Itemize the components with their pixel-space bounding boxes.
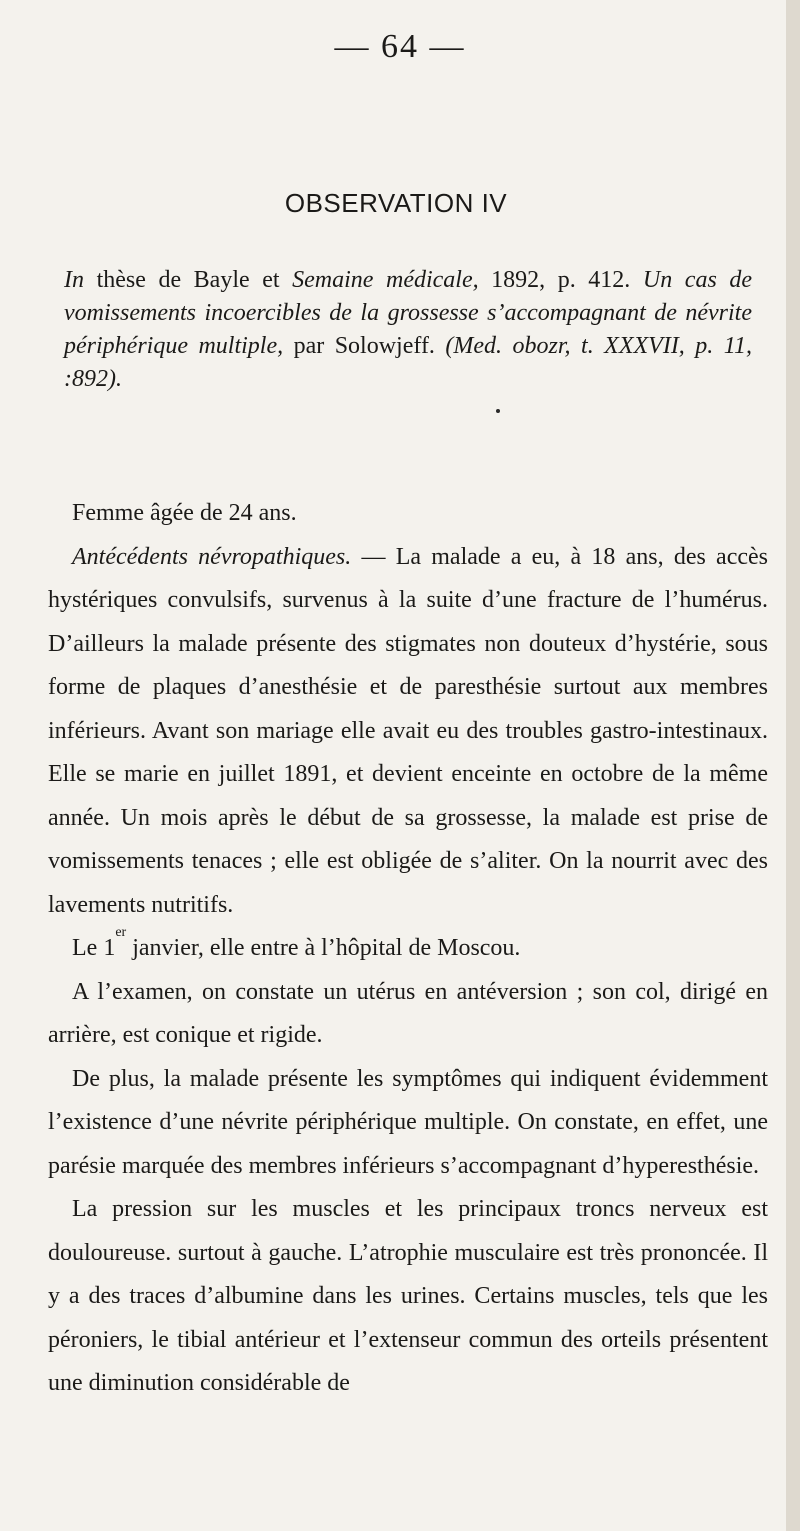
admission-before: Le 1 bbox=[72, 935, 116, 961]
admission-after: janvier, elle entre à l’hôpital de Moscou. bbox=[126, 935, 521, 961]
reference-in-prefix: In bbox=[64, 267, 84, 293]
reference-text-2: 1892, p. 412. bbox=[478, 267, 643, 293]
paragraph-patient: Femme âgée de 24 ans. bbox=[72, 500, 297, 526]
paragraph-symptoms: De plus, la malade présente les symptômes qui indiquent évidemment l’existence d’une névrite périphérique multiple. On constate, en effet, une parésie marquée des membres inférieurs s’accompagnant d’hyperesthésie. bbox=[48, 1065, 768, 1179]
antecedents-text: — La malade a eu, à 18 ans, des accès hystériques convulsifs, survenus à la suite d’une fracture de l’humérus. D’ailleurs la malade présente des stigmates non douteux d’hystérie, sous forme de plaques d’anesthésie et de paresthésie surtout aux membres inférieurs. Avant son mariage elle avait eu des troubles gastro-intestinaux. Elle se marie en juillet 1891, et devient enceinte en octobre de la même année. Un mois après le début de sa grossesse, la malade est prise de vomissements tenaces ; elle est obligée de s’aliter. On la nourrit avec des lavements nutritifs. bbox=[48, 543, 769, 918]
admission-superscript: er bbox=[115, 925, 127, 940]
observation-title: OBSERVATION IV bbox=[284, 188, 508, 218]
antecedents-label: Antécédents névropathiques. bbox=[72, 543, 352, 570]
reference-article-title: Un cas de vomissements incoercibles de la grossesse s’accompagnant de névrite périphérique multiple, bbox=[64, 267, 753, 359]
reference-text-1: thèse de Bayle et bbox=[84, 267, 293, 293]
page-edge-shadow bbox=[786, 0, 800, 1531]
paragraph-pressure: La pression sur les muscles et les principaux troncs nerveux est douloureuse. surtout à gauche. L’atrophie musculaire est très prononcée. Il y a des traces d’albumine dans les urines. Certains muscles, tels que les péroniers, le tibial antérieur et l’extenseur commun des orteils présentent une diminution considérable de bbox=[48, 1196, 768, 1396]
reference-journal: Semaine médicale, bbox=[292, 267, 479, 293]
paragraph-admission bbox=[48, 927, 768, 971]
paragraph-examination: A l’examen, on constate un utérus en antéversion ; son col, dirigé en arrière, est conique et rigide. bbox=[48, 978, 768, 1048]
page-number: — 64 — bbox=[334, 28, 466, 65]
reference-source: (Med. obozr, t. XXXVII, p. 11, :892). bbox=[64, 333, 752, 392]
ink-speck bbox=[496, 409, 500, 413]
bibliographic-reference bbox=[64, 264, 752, 396]
reference-text-3: par Solowjeff. bbox=[283, 333, 446, 359]
observation-body bbox=[48, 492, 768, 1406]
paragraph-antecedents bbox=[48, 536, 768, 928]
